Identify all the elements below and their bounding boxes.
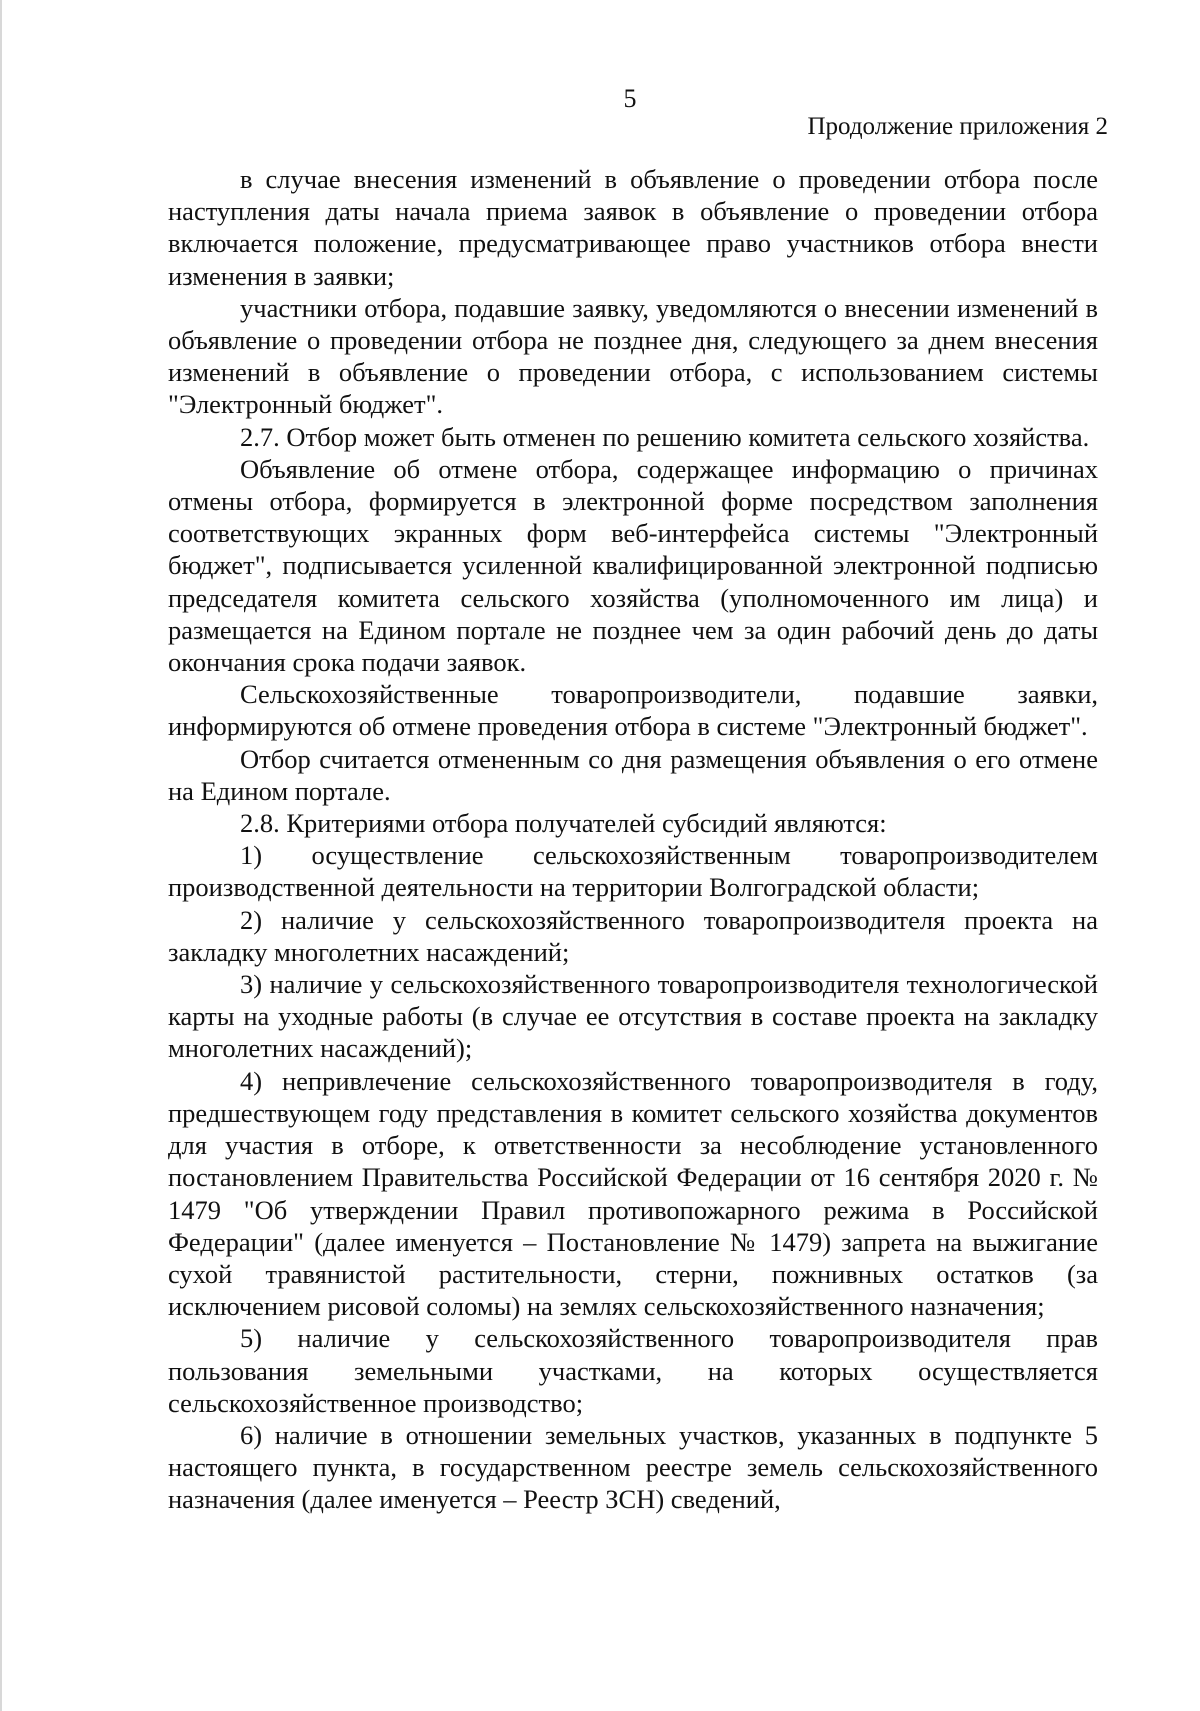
- paragraph: в случае внесения изменений в объявление о проведении отбора после наступления даты начала приема заявок в объявление о проведении отбора включается положение, предусматривающее право участников отбора внести изменения в заявки;: [168, 164, 1098, 291]
- scan-edge: [0, 0, 2, 1711]
- paragraph: участники отбора, подавшие заявку, уведомляются о внесении изменений в объявление о проведении отбора не позднее дня, следующего за днем внесения изменений в объявление о проведении отбора, с использованием системы "Электронный бюджет".: [168, 292, 1098, 420]
- paragraph: 2.7. Отбор может быть отменен по решению комитета сельского хозяйства.: [240, 421, 1090, 452]
- paragraph: Объявление об отмене отбора, содержащее информацию о причинах отмены отбора, формируется в электронной форме посредством заполнения соответствующих экранных форм веб-интерфейса системы "Электронный бюджет", подписывается усиленной квалифицированной электронной подписью председателя комитета сельского хозяйства (уполномоченного им лица) и размещается на Едином портале не позднее чем за один рабочий день до даты окончания срока подачи заявок.: [168, 453, 1098, 678]
- page-number: 5: [623, 84, 637, 113]
- paragraph: 2.8. Критериями отбора получателей субсидий являются:: [240, 808, 887, 839]
- paragraph: 5) наличие у сельскохозяйственного товаропроизводителя прав пользования земельными участками, на которых осуществляется сельскохозяйственное производство;: [168, 1323, 1098, 1418]
- continuation-header: Продолжение приложения 2: [807, 113, 1108, 140]
- paragraph: Сельскохозяйственные товаропроизводители, подавшие заявки, информируются об отмене проведения отбора в системе "Электронный бюджет".: [168, 679, 1098, 742]
- paragraph: 3) наличие у сельскохозяйственного товаропроизводителя технологической карты на уходные работы (в случае ее отсутствия в составе проекта на закладку многолетних насаждений);: [168, 969, 1098, 1064]
- paragraph: 4) непривлечение сельскохозяйственного товаропроизводителя в году, предшествующем году представления в комитет сельского хозяйства документов для участия в отборе, к ответственности за несоблюдение установленного постановлением Правительства Российской Федерации от 16 сентября 2020 г. № 1479 "Об утверждении Правил противопожарного режима в Российской Федерации" (далее именуется – Постановление № 1479) запрета на выжигание сухой травянистой растительности, стерни, пожнивных остатков (за исключением рисовой соломы) на землях сельскохозяйственного назначения;: [168, 1065, 1098, 1322]
- paragraph: 6) наличие в отношении земельных участков, указанных в подпункте 5 настоящего пункта, в государственном реестре земель сельскохозяйственного назначения (далее именуется – Реестр ЗСН) сведений,: [168, 1419, 1098, 1515]
- paragraph: 2) наличие у сельскохозяйственного товаропроизводителя проекта на закладку многолетних насаждений;: [168, 904, 1098, 967]
- paragraph: 1) осуществление сельскохозяйственным товаропроизводителем производственной деятельности на территории Волгоградской области;: [168, 840, 1098, 903]
- paragraph: Отбор считается отмененным со дня размещения объявления о его отмене на Едином портале.: [168, 743, 1098, 806]
- document-body: [168, 163, 1098, 1516]
